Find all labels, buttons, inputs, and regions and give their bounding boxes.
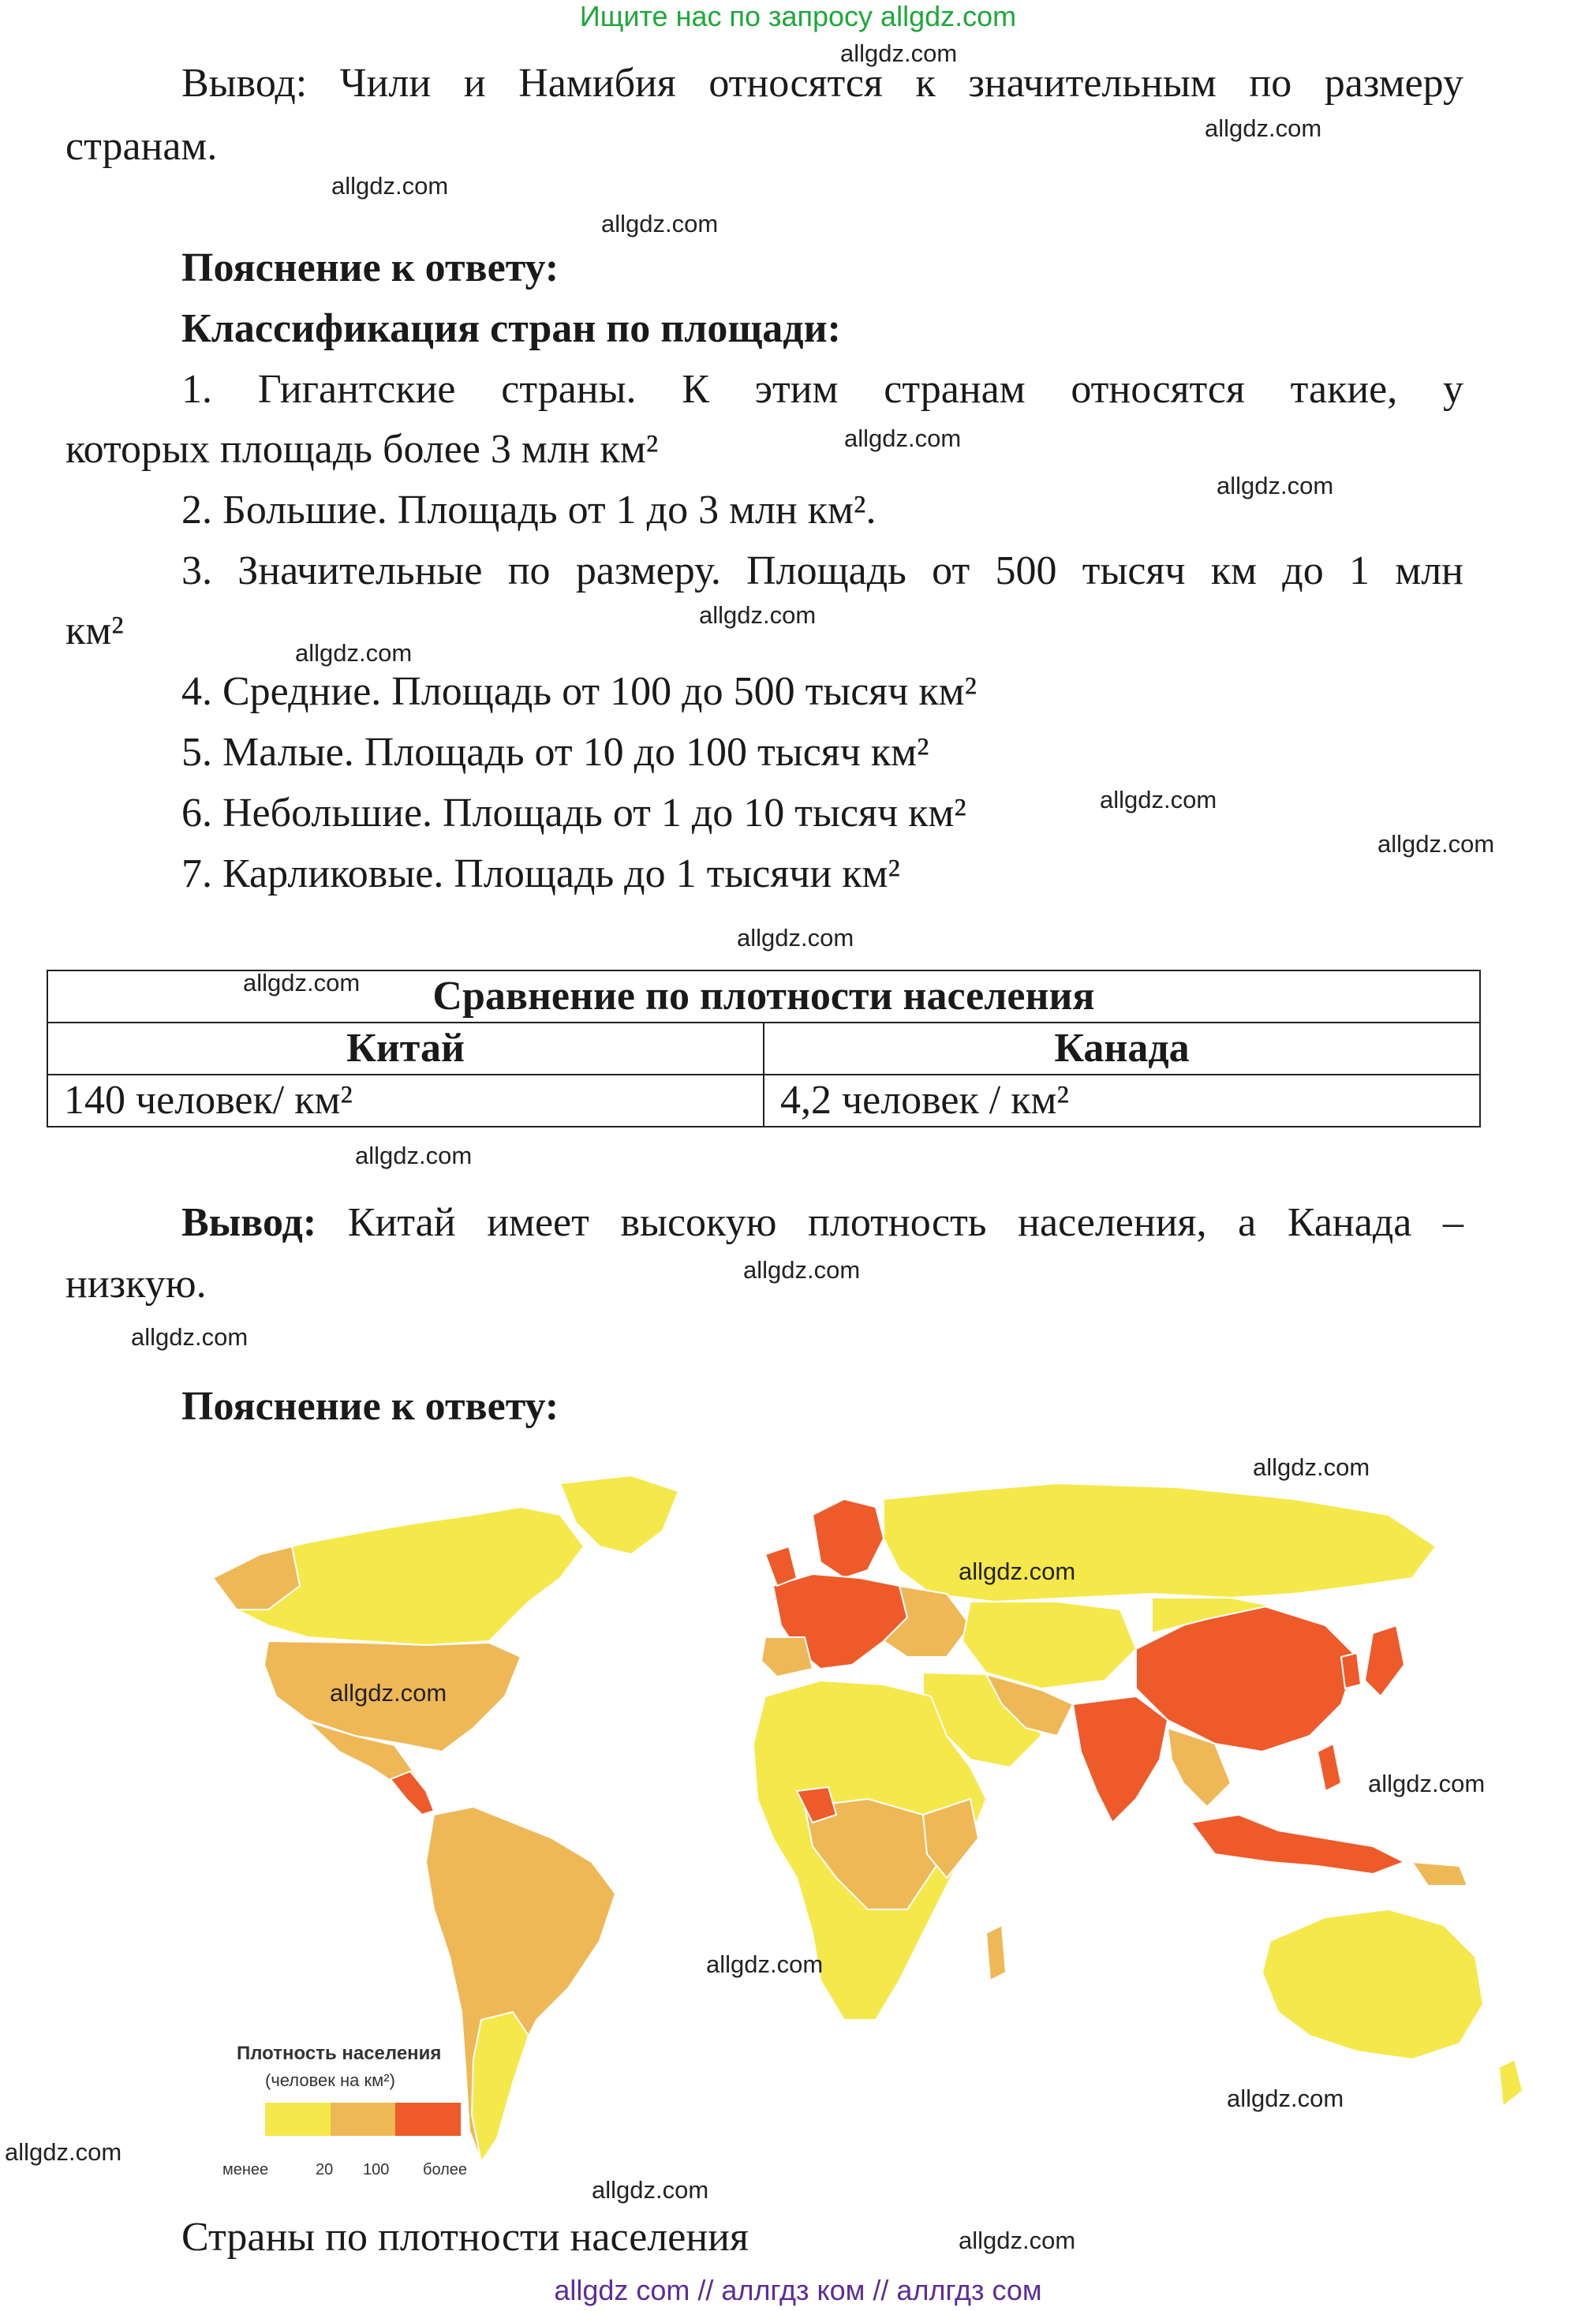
map-australia [1262,1909,1483,2059]
classification-item-4: 4. Средние. Площадь от 100 до 500 тысяч км² [181,669,977,714]
watermark: allgdz.com [331,172,449,200]
map-uk [765,1546,797,1586]
classification-heading: Классификация стран по площади: [181,306,841,351]
map-philippines [1318,1744,1341,1791]
conclusion2-label: Вывод: [181,1200,317,1245]
watermark: allgdz.com [840,39,958,67]
legend-swatch-mid [331,2103,396,2136]
watermark: allgdz.com [1377,830,1495,858]
watermark: allgdz.com [1368,1770,1486,1797]
classification-item-5: 5. Малые. Площадь от 10 до 100 тысяч км² [181,730,929,775]
density-comparison-table [47,970,1481,1127]
watermark: allgdz.com [355,1142,473,1169]
table-header-china: Китай [47,1023,764,1075]
watermark: allgdz.com [959,1557,1076,1585]
classification-item-6: 6. Небольшие. Площадь от 1 до 10 тысяч км² [181,791,966,836]
legend-swatch-low [265,2103,331,2136]
conclusion2-text: Китай имеет высокую плотность населения, а Канада – [316,1200,1463,1245]
map-new-zealand [1499,2059,1523,2107]
watermark: allgdz.com [131,1323,249,1351]
table-value-canada: 4,2 человек / км² [764,1075,1480,1127]
conclusion-line-1: Вывод: Чили и Намибия относятся к значительным по размеру [181,61,1463,106]
watermark: allgdz.com [959,2227,1076,2254]
classification-item-1-cont: которых площадь более 3 млн км² [65,427,659,472]
conclusion2-line-2: низкую. [65,1262,207,1307]
legend-tick-20: 20 [316,2161,334,2178]
watermark: allgdz.com [743,1256,861,1284]
legend-tick-min: менее [222,2161,269,2178]
watermark: allgdz.com [5,2138,122,2166]
watermark: allgdz.com [1217,472,1334,499]
table-header-canada: Канада [764,1023,1480,1075]
watermark: allgdz.com [1227,2085,1344,2112]
watermark: allgdz.com [1205,114,1322,142]
legend-swatches [265,2103,461,2136]
map-caption: Страны по плотности населения [181,2215,749,2260]
watermark: allgdz.com [330,1679,447,1707]
legend-tick-max: более [423,2161,468,2178]
table-value-china: 140 человек/ км² [47,1075,764,1127]
watermark: allgdz.com [592,2176,709,2204]
legend-subtitle: (человек на км²) [265,2070,395,2090]
watermark: allgdz.com [601,210,719,237]
explanation-heading-2: Пояснение к ответу: [181,1384,559,1429]
watermark: allgdz.com [699,601,817,629]
footer-links[interactable]: allgdz com // аллгдз ком // аллгдз сом [554,2274,1042,2306]
classification-item-3: 3. Значительные по размеру. Площадь от 500 тысяч км до 1 млн [181,548,1463,593]
classification-item-3-cont: км² [65,608,124,653]
map-india [1073,1696,1168,1823]
classification-item-7: 7. Карликовые. Площадь до 1 тысячи км² [181,851,901,896]
legend-swatch-high [395,2103,461,2136]
map-korea [1341,1653,1361,1688]
watermark: allgdz.com [706,1950,824,1978]
conclusion2-line-1 [181,1199,1463,1247]
map-central-america [391,1771,434,1815]
map-japan [1365,1625,1404,1696]
table-title: Сравнение по плотности населения [47,970,1480,1023]
map-madagascar [986,1925,1006,1980]
conclusion-line-2: странам. [65,124,218,169]
classification-item-2: 2. Большие. Площадь от 1 до 3 млн км². [181,488,876,533]
explanation-heading: Пояснение к ответу: [181,245,559,290]
classification-item-1: 1. Гигантские страны. К этим странам относятся такие, у [181,367,1463,412]
watermark: allgdz.com [737,924,854,952]
watermark: allgdz.com [844,424,962,452]
legend-title: Плотность населения [237,2043,442,2064]
map-argentina [472,2012,529,2162]
map-indonesia [1191,1815,1404,1874]
map-iberia [761,1637,813,1677]
watermark: allgdz.com [243,969,361,997]
top-banner[interactable]: Ищите нас по запросу allgdz.com [579,0,1017,32]
watermark: allgdz.com [1253,1453,1370,1481]
watermark: allgdz.com [1100,786,1217,813]
legend-tick-100: 100 [363,2161,390,2178]
watermark: allgdz.com [295,639,413,667]
map-papua [1412,1862,1467,1886]
map-scandinavia [813,1499,884,1578]
